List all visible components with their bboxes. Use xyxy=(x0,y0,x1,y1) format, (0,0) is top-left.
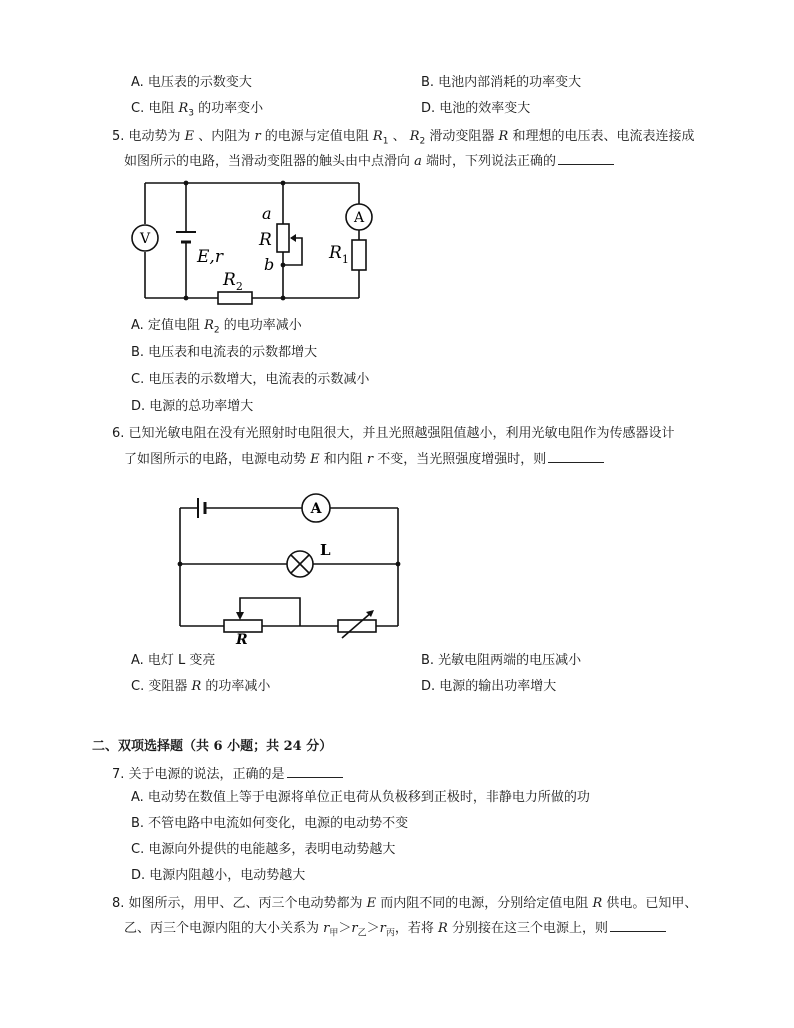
answer-blank[interactable] xyxy=(287,765,343,778)
q6-stem-line1: 6. 已知光敏电阻在没有光照射时电阻很大，并且光照越强阻值越小，利用光敏电阻作为传感器设计 xyxy=(112,426,675,441)
q8-stem-line2: 乙、丙三个电源内阻的大小关系为 $r_甲>r_乙>r_丙$，若将 R 分别接在这三个电源上，则 xyxy=(124,919,666,943)
q7-option-c: C. 电源向外提供的电能越多，表明电动势越大 xyxy=(131,842,396,857)
lamp-label: L xyxy=(320,541,331,559)
q6-option-a: A. 电灯 L 变亮 xyxy=(131,653,216,668)
ammeter-label: A xyxy=(353,210,365,226)
q7-stem: 7. 关于电源的说法，正确的是 xyxy=(112,765,343,784)
answer-blank[interactable] xyxy=(558,152,614,165)
source-label: E,r xyxy=(197,247,223,267)
terminal-b-label: b xyxy=(264,255,275,274)
q6-stem-line2: 了如图所示的电路，电源电动势 E 和内阻 r 不变，当光照强度增强时，则 xyxy=(124,450,604,469)
r2-label: $R_2$ xyxy=(223,270,243,293)
answer-blank[interactable] xyxy=(548,450,604,463)
q5-stem-line2: 如图所示的电路，当滑动变阻器的触头由中点滑向 a 端时，下列说法正确的 xyxy=(124,152,614,171)
q6-option-b: B. 光敏电阻两端的电压减小 xyxy=(421,653,582,668)
q4-option-b: B. 电池内部消耗的功率变大 xyxy=(421,75,582,90)
q7-option-b: B. 不管电路中电流如何变化，电源的电动势不变 xyxy=(131,816,409,831)
rheostat-label: R xyxy=(259,230,272,250)
q6-circuit-diagram xyxy=(170,490,410,646)
q7-option-d: D. 电源内阻越小，电动势越大 xyxy=(131,868,306,883)
q4-option-c: C. 电阻 $R_3$ 的功率变小 xyxy=(131,101,264,119)
q5-option-c: C. 电压表的示数增大，电流表的示数减小 xyxy=(131,372,370,387)
answer-blank[interactable] xyxy=(610,919,666,932)
terminal-a-label: a xyxy=(262,204,272,223)
section-heading: 二、双项选择题（共 6 小题；共 24 分） xyxy=(92,739,333,754)
q6-option-c: C. 变阻器 R 的功率减小 xyxy=(131,679,271,694)
q5-option-b: B. 电压表和电流表的示数都增大 xyxy=(131,345,318,360)
q4-option-a: A. 电压表的示数变大 xyxy=(131,75,252,90)
voltmeter-label: V xyxy=(139,231,151,247)
r1-label: $R_1$ xyxy=(329,243,349,266)
q5-option-d: D. 电源的总功率增大 xyxy=(131,399,254,414)
q5-circuit-diagram xyxy=(128,172,378,306)
rheostat-label: R xyxy=(236,632,248,646)
q8-stem-line1: 8. 如图所示，用甲、乙、丙三个电动势都为 E 而内阻不同的电源，分别给定值电阻 R 供电。已知甲、 xyxy=(112,896,698,911)
q5-stem-line1: 5. 电动势为 E 、内阻为 r 的电源与定值电阻 $R_1$ 、 $R_2$ 滑动变阻器 R 和理想的电压表、电流表连接成 xyxy=(112,129,695,147)
q4-option-d: D. 电池的效率变大 xyxy=(421,101,531,116)
q5-option-a: A. 定值电阻 $R_2$ 的电功率减小 xyxy=(131,318,302,336)
q6-option-d: D. 电源的输出功率增大 xyxy=(421,679,557,694)
ammeter-label: A xyxy=(310,501,322,517)
q7-option-a: A. 电动势在数值上等于电源将单位正电荷从负极移到正极时，非静电力所做的功 xyxy=(131,790,590,805)
